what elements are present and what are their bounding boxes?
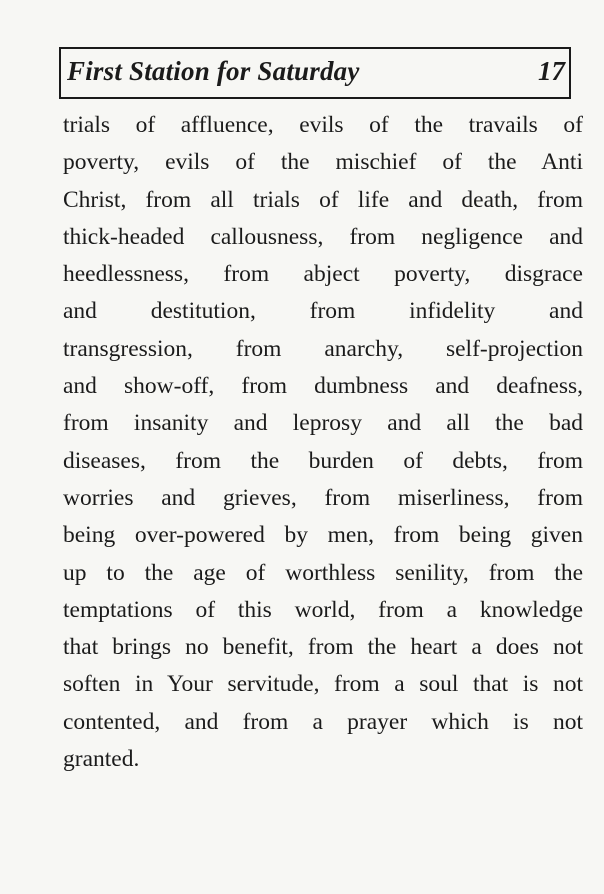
- text-line: that brings no benefit, from the heart a does not: [63, 634, 583, 661]
- text-line: temptations of this world, from a knowledge: [63, 596, 583, 623]
- text-line: contented, and from a prayer which is not: [63, 708, 583, 735]
- page-number: 17: [538, 56, 565, 86]
- text-line: worries and grieves, from miserliness, from: [63, 484, 583, 511]
- text-line: and show-off, from dumbness and deafness,: [63, 373, 583, 400]
- page-title: First Station for Saturday: [67, 56, 360, 86]
- text-line: and destitution, from infidelity and: [63, 298, 583, 325]
- text-line: Christ, from all trials of life and death, from: [63, 186, 583, 213]
- text-line: transgression, from anarchy, self-projection: [63, 335, 583, 362]
- text-line: heedlessness, from abject poverty, disgrace: [63, 261, 583, 288]
- text-line: being over-powered by men, from being given: [63, 522, 583, 549]
- body-text: [63, 107, 583, 778]
- running-header: [59, 47, 571, 99]
- text-line: trials of affluence, evils of the travails of: [63, 112, 583, 138]
- text-line: soften in Your servitude, from a soul that is not: [63, 671, 583, 698]
- text-line: granted.: [63, 746, 140, 773]
- text-line: thick-headed callousness, from negligence and: [63, 223, 583, 250]
- text-line: from insanity and leprosy and all the bad: [63, 410, 583, 437]
- text-line: diseases, from the burden of debts, from: [63, 447, 583, 474]
- text-line: poverty, evils of the mischief of the Anti: [63, 149, 583, 176]
- text-line: up to the age of worthless senility, from the: [63, 559, 583, 586]
